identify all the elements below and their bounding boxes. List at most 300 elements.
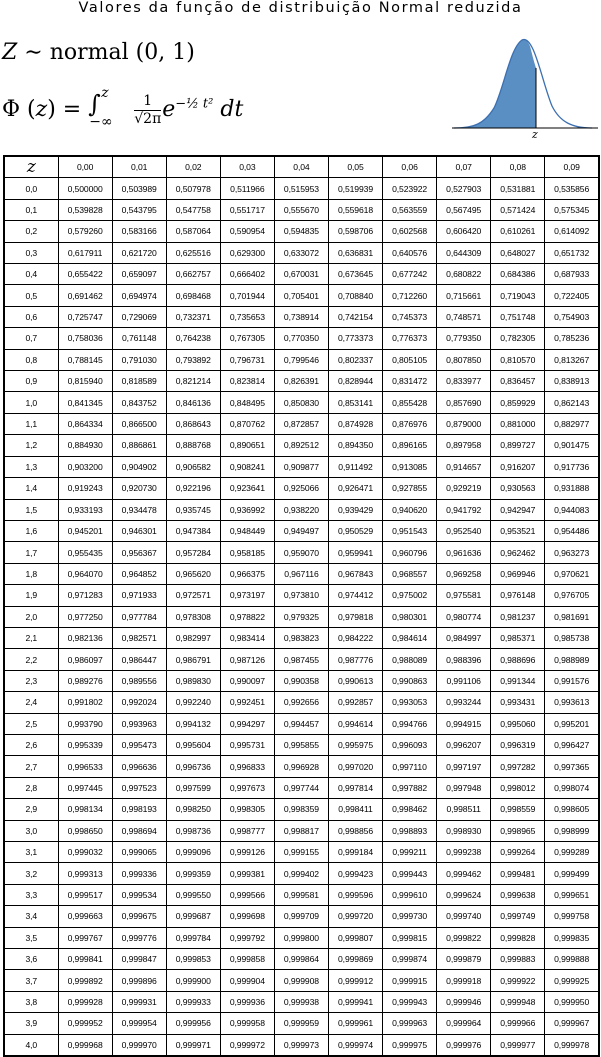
table-cell: 0,715661 xyxy=(437,285,491,306)
table-cell: 0,770350 xyxy=(274,328,328,349)
table-cell: 0,999313 xyxy=(58,863,112,884)
table-cell: 0,998694 xyxy=(112,820,166,841)
table-cell: 0,994457 xyxy=(274,713,328,734)
table-cell: 0,988989 xyxy=(545,649,599,670)
table-cell: 0,773373 xyxy=(328,328,382,349)
table-cell: 0,913085 xyxy=(383,456,437,477)
row-header: 3,2 xyxy=(4,863,58,884)
table-cell: 0,971933 xyxy=(112,585,166,606)
table-cell: 0,996636 xyxy=(112,756,166,777)
table-row xyxy=(4,927,599,948)
table-cell: 0,539828 xyxy=(58,199,112,220)
table-cell: 0,810570 xyxy=(491,349,545,370)
table-cell: 0,998930 xyxy=(437,820,491,841)
table-body xyxy=(4,178,599,1056)
table-cell: 0,993613 xyxy=(545,692,599,713)
column-header: 0,00 xyxy=(58,156,112,178)
table-cell: 0,996093 xyxy=(383,734,437,755)
table-cell: 0,959070 xyxy=(274,542,328,563)
table-cell: 0,999841 xyxy=(58,949,112,970)
table-cell: 0,999977 xyxy=(491,1034,545,1056)
variable-z: Z xyxy=(2,40,18,65)
table-cell: 0,866500 xyxy=(112,413,166,434)
table-cell: 0,587064 xyxy=(166,221,220,242)
table-cell: 0,610261 xyxy=(491,221,545,242)
table-cell: 0,821214 xyxy=(166,371,220,392)
table-row xyxy=(4,799,599,820)
row-header: 2,6 xyxy=(4,734,58,755)
table-cell: 0,962462 xyxy=(491,542,545,563)
table-cell: 0,999596 xyxy=(328,884,382,905)
table-cell: 0,614092 xyxy=(545,221,599,242)
table-cell: 0,996319 xyxy=(491,734,545,755)
table-cell: 0,963273 xyxy=(545,542,599,563)
table-cell: 0,708840 xyxy=(328,285,382,306)
table-cell: 0,515953 xyxy=(274,178,328,199)
table-cell: 0,890651 xyxy=(220,435,274,456)
row-header: 0,2 xyxy=(4,221,58,242)
row-header: 2,1 xyxy=(4,627,58,648)
table-cell: 0,998074 xyxy=(545,777,599,798)
table-cell: 0,999933 xyxy=(166,991,220,1012)
table-cell: 0,990863 xyxy=(383,670,437,691)
table-cell: 0,986791 xyxy=(166,649,220,670)
table-cell: 0,999864 xyxy=(274,949,328,970)
table-cell: 0,953521 xyxy=(491,520,545,541)
table-cell: 0,997197 xyxy=(437,756,491,777)
table-cell: 0,992451 xyxy=(220,692,274,713)
exponent: −½ t² xyxy=(175,96,214,112)
z-label: z xyxy=(532,128,538,140)
table-cell: 0,942947 xyxy=(491,499,545,520)
table-cell: 0,992240 xyxy=(166,692,220,713)
table-cell: 0,977250 xyxy=(58,606,112,627)
table-cell: 0,999918 xyxy=(437,970,491,991)
table-cell: 0,999904 xyxy=(220,970,274,991)
table-cell: 0,936992 xyxy=(220,499,274,520)
table-cell: 0,698468 xyxy=(166,285,220,306)
table-cell: 0,999912 xyxy=(328,970,382,991)
table-cell: 0,999941 xyxy=(328,991,382,1012)
table-cell: 0,876976 xyxy=(383,413,437,434)
row-header: 3,4 xyxy=(4,906,58,927)
table-cell: 0,602568 xyxy=(383,221,437,242)
table-cell: 0,999211 xyxy=(383,842,437,863)
table-cell: 0,788145 xyxy=(58,349,112,370)
table-cell: 0,972571 xyxy=(166,585,220,606)
shaded-area xyxy=(454,39,536,128)
table-cell: 0,999956 xyxy=(166,1013,220,1034)
table-cell: 0,579260 xyxy=(58,221,112,242)
table-cell: 0,999967 xyxy=(545,1013,599,1034)
row-header: 0,4 xyxy=(4,264,58,285)
table-cell: 0,999807 xyxy=(328,927,382,948)
row-header: 3,9 xyxy=(4,1013,58,1034)
table-cell: 0,984222 xyxy=(328,627,382,648)
table-cell: 0,982997 xyxy=(166,627,220,648)
table-cell: 0,999950 xyxy=(545,991,599,1012)
table-cell: 0,996427 xyxy=(545,734,599,755)
table-cell: 0,621720 xyxy=(112,242,166,263)
table-cell: 0,995201 xyxy=(545,713,599,734)
table-cell: 0,991576 xyxy=(545,670,599,691)
row-header: 0,1 xyxy=(4,199,58,220)
row-header: 4,0 xyxy=(4,1034,58,1056)
differential: dt xyxy=(220,97,244,122)
table-row xyxy=(4,713,599,734)
table-cell: 0,998134 xyxy=(58,799,112,820)
row-header: 3,8 xyxy=(4,991,58,1012)
table-cell: 0,958185 xyxy=(220,542,274,563)
table-cell: 0,738914 xyxy=(274,306,328,327)
table-cell: 0,952540 xyxy=(437,520,491,541)
table-cell: 0,998965 xyxy=(491,820,545,841)
table-cell: 0,982136 xyxy=(58,627,112,648)
table-cell: 0,987455 xyxy=(274,649,328,670)
table-cell: 0,938220 xyxy=(274,499,328,520)
table-cell: 0,946301 xyxy=(112,520,166,541)
table-cell: 0,826391 xyxy=(274,371,328,392)
distribution-table xyxy=(3,155,600,1057)
table-cell: 0,999800 xyxy=(274,927,328,948)
table-cell: 0,999964 xyxy=(437,1013,491,1034)
table-cell: 0,939429 xyxy=(328,499,382,520)
table-row xyxy=(4,906,599,927)
table-cell: 0,782305 xyxy=(491,328,545,349)
table-cell: 0,997110 xyxy=(383,756,437,777)
table-cell: 0,879000 xyxy=(437,413,491,434)
equals-sign: = xyxy=(62,97,82,122)
table-cell: 0,971283 xyxy=(58,585,112,606)
table-cell: 0,666402 xyxy=(220,264,274,285)
table-cell: 0,999883 xyxy=(491,949,545,970)
table-cell: 0,973197 xyxy=(220,585,274,606)
table-cell: 0,969258 xyxy=(437,563,491,584)
table-cell: 0,999822 xyxy=(437,927,491,948)
row-header: 0,7 xyxy=(4,328,58,349)
table-cell: 0,988396 xyxy=(437,649,491,670)
table-cell: 0,987126 xyxy=(220,649,274,670)
integral-sign: ∫ xyxy=(88,90,101,118)
table-cell: 0,979818 xyxy=(328,606,382,627)
table-cell: 0,999974 xyxy=(328,1034,382,1056)
table-row xyxy=(4,606,599,627)
table-row xyxy=(4,499,599,520)
table-cell: 0,535856 xyxy=(545,178,599,199)
table-cell: 0,981237 xyxy=(491,606,545,627)
table-cell: 0,909877 xyxy=(274,456,328,477)
table-cell: 0,901475 xyxy=(545,435,599,456)
table-cell: 0,894350 xyxy=(328,435,382,456)
table-cell: 0,998777 xyxy=(220,820,274,841)
table-cell: 0,969946 xyxy=(491,563,545,584)
table-cell: 0,994614 xyxy=(328,713,382,734)
table-cell: 0,892512 xyxy=(274,435,328,456)
table-row xyxy=(4,435,599,456)
table-cell: 0,680822 xyxy=(437,264,491,285)
table-cell: 0,999709 xyxy=(274,906,328,927)
table-cell: 0,917736 xyxy=(545,456,599,477)
integral-lower-limit: −∞ xyxy=(89,114,113,130)
table-cell: 0,998359 xyxy=(274,799,328,820)
table-cell: 0,948449 xyxy=(220,520,274,541)
table-cell: 0,974412 xyxy=(328,585,382,606)
table-cell: 0,960796 xyxy=(383,542,437,563)
table-cell: 0,999970 xyxy=(112,1034,166,1056)
table-row xyxy=(4,756,599,777)
table-cell: 0,999971 xyxy=(166,1034,220,1056)
table-cell: 0,991106 xyxy=(437,670,491,691)
table-cell: 0,982571 xyxy=(112,627,166,648)
table-cell: 0,977784 xyxy=(112,606,166,627)
table-cell: 0,999289 xyxy=(545,842,599,863)
table-cell: 0,807850 xyxy=(437,349,491,370)
table-cell: 0,999879 xyxy=(437,949,491,970)
table-cell: 0,802337 xyxy=(328,349,382,370)
table-cell: 0,999828 xyxy=(491,927,545,948)
table-cell: 0,964070 xyxy=(58,563,112,584)
table-row xyxy=(4,820,599,841)
table-cell: 0,999948 xyxy=(491,991,545,1012)
column-header: 0,01 xyxy=(112,156,166,178)
table-cell: 0,999784 xyxy=(166,927,220,948)
table-row xyxy=(4,542,599,563)
table-cell: 0,729069 xyxy=(112,306,166,327)
row-header: 1,2 xyxy=(4,435,58,456)
table-cell: 0,975002 xyxy=(383,585,437,606)
table-cell: 0,673645 xyxy=(328,264,382,285)
row-header: 1,3 xyxy=(4,456,58,477)
tilde-symbol: ∼ xyxy=(24,40,43,65)
table-cell: 0,864334 xyxy=(58,413,112,434)
table-cell: 0,640576 xyxy=(383,242,437,263)
table-row xyxy=(4,178,599,199)
table-cell: 0,983823 xyxy=(274,627,328,648)
table-row xyxy=(4,413,599,434)
table-cell: 0,988696 xyxy=(491,649,545,670)
table-row xyxy=(4,842,599,863)
row-header: 1,8 xyxy=(4,563,58,584)
table-cell: 0,906582 xyxy=(166,456,220,477)
table-cell: 0,908241 xyxy=(220,456,274,477)
table-row xyxy=(4,777,599,798)
row-header: 1,1 xyxy=(4,413,58,434)
table-cell: 0,999835 xyxy=(545,927,599,948)
table-cell: 0,995339 xyxy=(58,734,112,755)
table-cell: 0,976148 xyxy=(491,585,545,606)
table-cell: 0,997673 xyxy=(220,777,274,798)
table-cell: 0,687933 xyxy=(545,264,599,285)
table-cell: 0,951543 xyxy=(383,520,437,541)
table-cell: 0,735653 xyxy=(220,306,274,327)
phi-symbol: Φ xyxy=(2,97,21,122)
table-row xyxy=(4,884,599,905)
table-cell: 0,947384 xyxy=(166,520,220,541)
table-cell: 0,999973 xyxy=(274,1034,328,1056)
table-cell: 0,999126 xyxy=(220,842,274,863)
table-cell: 0,998411 xyxy=(328,799,382,820)
table-cell: 0,838913 xyxy=(545,371,599,392)
table-cell: 0,567495 xyxy=(437,199,491,220)
column-header: 0,06 xyxy=(383,156,437,178)
table-cell: 0,648027 xyxy=(491,242,545,263)
row-header: 3,0 xyxy=(4,820,58,841)
table-cell: 0,990358 xyxy=(274,670,328,691)
table-cell: 0,547758 xyxy=(166,199,220,220)
table-cell: 0,999481 xyxy=(491,863,545,884)
table-cell: 0,996736 xyxy=(166,756,220,777)
table-cell: 0,999032 xyxy=(58,842,112,863)
table-cell: 0,742154 xyxy=(328,306,382,327)
table-cell: 0,980301 xyxy=(383,606,437,627)
table-cell: 0,999858 xyxy=(220,949,274,970)
table-cell: 0,999961 xyxy=(328,1013,382,1034)
table-cell: 0,993244 xyxy=(437,692,491,713)
table-cell: 0,636831 xyxy=(328,242,382,263)
table-cell: 0,633072 xyxy=(274,242,328,263)
table-cell: 0,996533 xyxy=(58,756,112,777)
table-cell: 0,903200 xyxy=(58,456,112,477)
row-header: 3,3 xyxy=(4,884,58,905)
table-cell: 0,594835 xyxy=(274,221,328,242)
table-cell: 0,625516 xyxy=(166,242,220,263)
table-cell: 0,984614 xyxy=(383,627,437,648)
table-cell: 0,904902 xyxy=(112,456,166,477)
column-header: 0,02 xyxy=(166,156,220,178)
table-row xyxy=(4,1013,599,1034)
row-header: 1,5 xyxy=(4,499,58,520)
table-cell: 0,836457 xyxy=(491,371,545,392)
table-cell: 0,970621 xyxy=(545,563,599,584)
table-cell: 0,999749 xyxy=(491,906,545,927)
table-cell: 0,870762 xyxy=(220,413,274,434)
row-header: 1,9 xyxy=(4,585,58,606)
row-header: 2,5 xyxy=(4,713,58,734)
table-cell: 0,999566 xyxy=(220,884,274,905)
table-cell: 0,527903 xyxy=(437,178,491,199)
table-cell: 0,571424 xyxy=(491,199,545,220)
table-cell: 0,850830 xyxy=(274,392,328,413)
table-cell: 0,748571 xyxy=(437,306,491,327)
table-cell: 0,999975 xyxy=(383,1034,437,1056)
table-cell: 0,793892 xyxy=(166,349,220,370)
table-cell: 0,944083 xyxy=(545,499,599,520)
table-cell: 0,945201 xyxy=(58,520,112,541)
table-cell: 0,994297 xyxy=(220,713,274,734)
table-cell: 0,507978 xyxy=(166,178,220,199)
table-cell: 0,999264 xyxy=(491,842,545,863)
table-row xyxy=(4,328,599,349)
table-cell: 0,981691 xyxy=(545,606,599,627)
table-cell: 0,999758 xyxy=(545,906,599,927)
table-cell: 0,511966 xyxy=(220,178,274,199)
table-row xyxy=(4,563,599,584)
table-cell: 0,791030 xyxy=(112,349,166,370)
table-cell: 0,954486 xyxy=(545,520,599,541)
table-cell: 0,999462 xyxy=(437,863,491,884)
table-cell: 0,531881 xyxy=(491,178,545,199)
row-header: 1,6 xyxy=(4,520,58,541)
table-cell: 0,655422 xyxy=(58,264,112,285)
table-cell: 0,978308 xyxy=(166,606,220,627)
table-cell: 0,999730 xyxy=(383,906,437,927)
table-cell: 0,955435 xyxy=(58,542,112,563)
column-header: 0,09 xyxy=(545,156,599,178)
table-cell: 0,995604 xyxy=(166,734,220,755)
table-cell: 0,990613 xyxy=(328,670,382,691)
table-cell: 0,659097 xyxy=(112,264,166,285)
table-cell: 0,998305 xyxy=(220,799,274,820)
row-header: 1,7 xyxy=(4,542,58,563)
table-cell: 0,999954 xyxy=(112,1013,166,1034)
table-cell: 0,997744 xyxy=(274,777,328,798)
column-header: 0,04 xyxy=(274,156,328,178)
table-cell: 0,519939 xyxy=(328,178,382,199)
table-cell: 0,559618 xyxy=(328,199,382,220)
table-cell: 0,776373 xyxy=(383,328,437,349)
table-cell: 0,583166 xyxy=(112,221,166,242)
table-cell: 0,999943 xyxy=(383,991,437,1012)
table-cell: 0,933193 xyxy=(58,499,112,520)
row-header: 2,4 xyxy=(4,692,58,713)
table-row xyxy=(4,306,599,327)
table-cell: 0,927855 xyxy=(383,478,437,499)
normal-curve-illustration xyxy=(452,36,600,140)
table-cell: 0,999925 xyxy=(545,970,599,991)
table-cell: 0,732371 xyxy=(166,306,220,327)
table-cell: 0,999638 xyxy=(491,884,545,905)
table-cell: 0,999740 xyxy=(437,906,491,927)
table-cell: 0,725747 xyxy=(58,306,112,327)
row-header: 1,4 xyxy=(4,478,58,499)
table-cell: 0,818589 xyxy=(112,371,166,392)
table-row xyxy=(4,627,599,648)
row-header: 2,0 xyxy=(4,606,58,627)
table-cell: 0,651732 xyxy=(545,242,599,263)
table-cell: 0,914657 xyxy=(437,456,491,477)
table-cell: 0,967843 xyxy=(328,563,382,584)
table-cell: 0,975581 xyxy=(437,585,491,606)
table-cell: 0,999978 xyxy=(545,1034,599,1056)
table-row xyxy=(4,520,599,541)
table-cell: 0,684386 xyxy=(491,264,545,285)
table-cell: 0,968557 xyxy=(383,563,437,584)
table-cell: 0,563559 xyxy=(383,199,437,220)
table-cell: 0,999963 xyxy=(383,1013,437,1034)
table-cell: 0,961636 xyxy=(437,542,491,563)
table-cell: 0,833977 xyxy=(437,371,491,392)
table-cell: 0,999972 xyxy=(220,1034,274,1056)
row-header: 1,0 xyxy=(4,392,58,413)
table-cell: 0,929219 xyxy=(437,478,491,499)
table-cell: 0,868643 xyxy=(166,413,220,434)
table-cell: 0,805105 xyxy=(383,349,437,370)
table-cell: 0,899727 xyxy=(491,435,545,456)
table-cell: 0,799546 xyxy=(274,349,328,370)
table-cell: 0,853141 xyxy=(328,392,382,413)
table-cell: 0,848495 xyxy=(220,392,274,413)
table-cell: 0,551717 xyxy=(220,199,274,220)
distribution-table-container xyxy=(3,155,600,1050)
table-cell: 0,813267 xyxy=(545,349,599,370)
table-cell: 0,950529 xyxy=(328,520,382,541)
table-row xyxy=(4,649,599,670)
table-cell: 0,999687 xyxy=(166,906,220,927)
table-cell: 0,999946 xyxy=(437,991,491,1012)
table-cell: 0,992024 xyxy=(112,692,166,713)
table-cell: 0,995975 xyxy=(328,734,382,755)
table-cell: 0,754903 xyxy=(545,306,599,327)
